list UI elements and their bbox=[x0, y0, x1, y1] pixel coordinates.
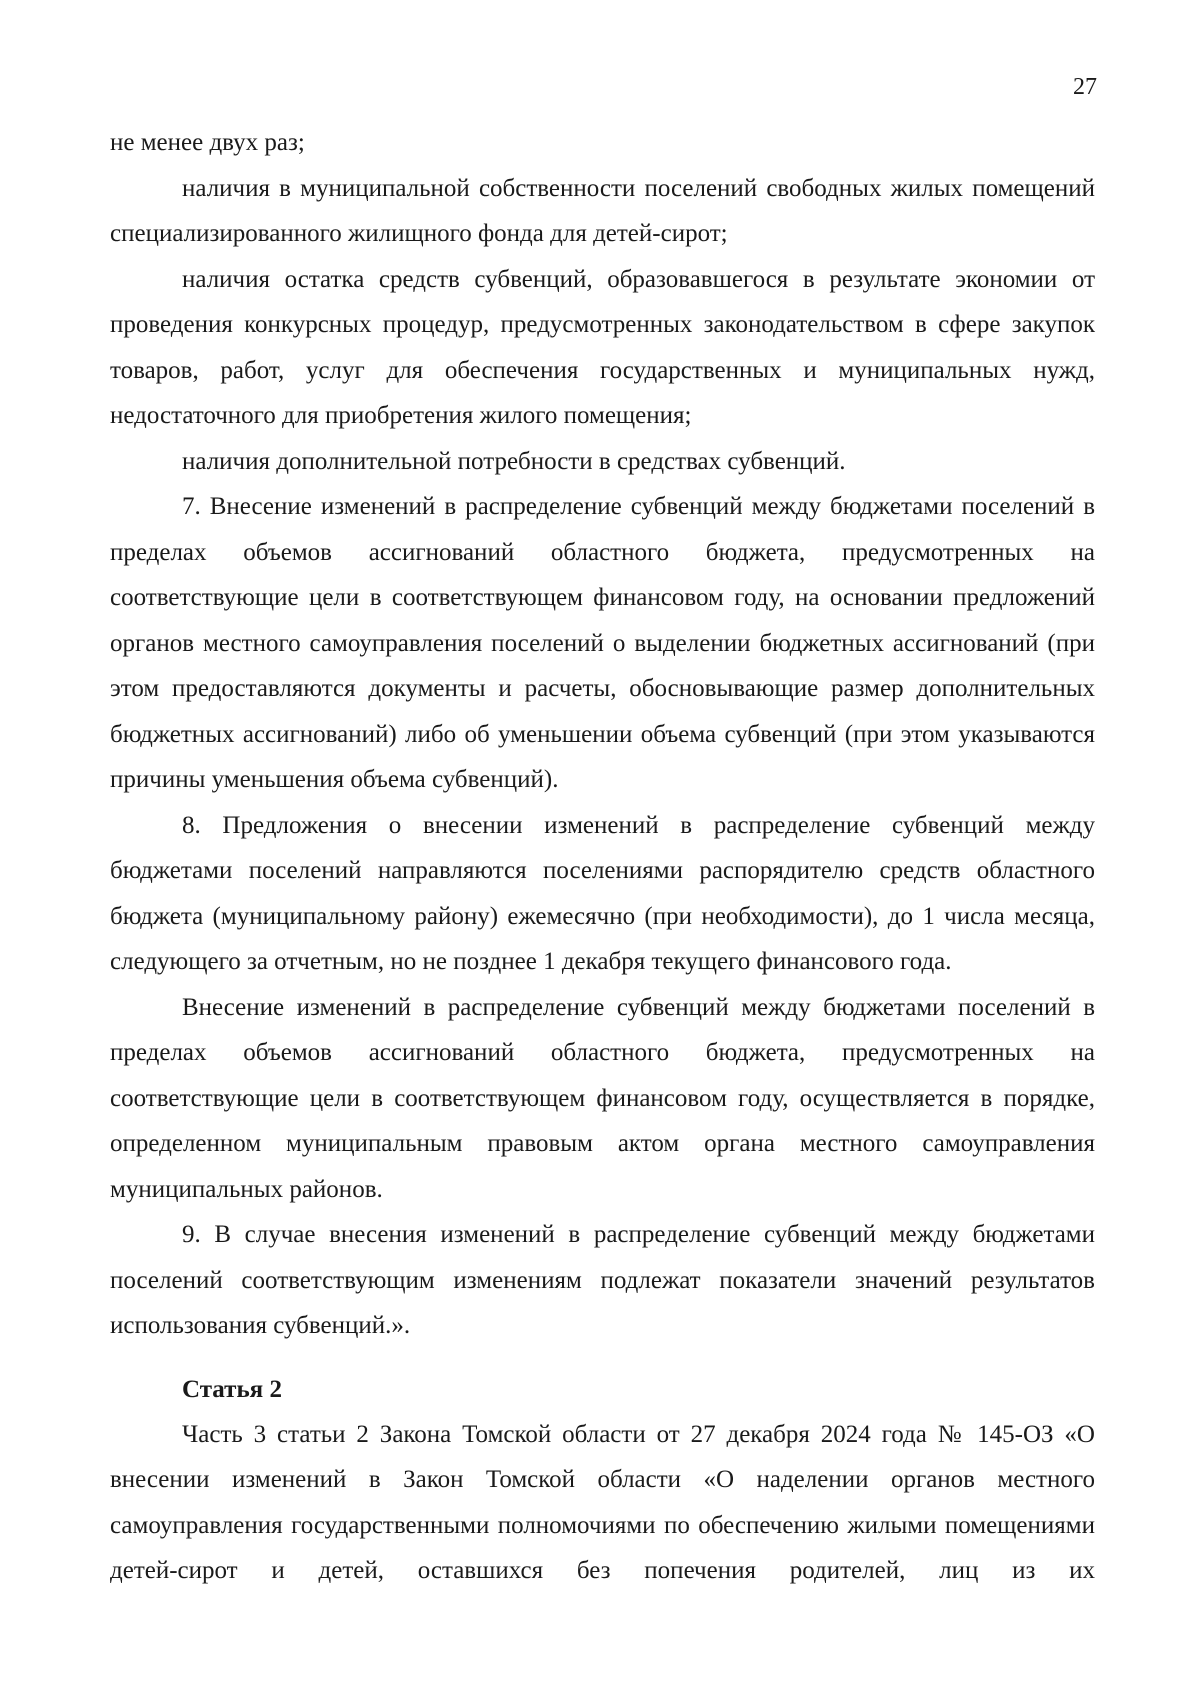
article-heading: Статья 2 bbox=[182, 1375, 282, 1403]
paragraph-article-2: Часть 3 статьи 2 Закона Томской области от 27 декабря 2024 года № 145-ОЗ «О внесении изменений в Закон Томской области «О наделении органов местного самоуправления государственными полномочиями по обеспечению жилыми помещениями детей-сирот и детей, оставшихся без попечения родителей, лиц из их bbox=[110, 1420, 1095, 1584]
document-body bbox=[110, 120, 1095, 1594]
paragraph-housing-availability: наличия в муниципальной собственности поселений свободных жилых помещений специализированного жилищного фонда для детей-сирот; bbox=[110, 174, 1095, 247]
paragraph-additional-need: наличия дополнительной потребности в средствах субвенций. bbox=[182, 447, 846, 475]
page-number: 27 bbox=[1073, 74, 1097, 100]
paragraph-item-8: 8. Предложения о внесении изменений в распределение субвенций между бюджетами поселений направляются поселениями распорядителю средств областного бюджета (муниципальному району) ежемесячно (при необходимости), до 1 числа месяца, следующего за отчетным, но не позднее 1 декабря текущего финансового года. bbox=[110, 811, 1095, 975]
paragraph-item-8-continued: Внесение изменений в распределение субвенций между бюджетами поселений в пределах объемов ассигнований областного бюджета, предусмотренных на соответствующие цели в соответствующем финансовом году, осуществляется в порядке, определенном муниципальным правовым актом органа местного самоуправления муниципальных районов. bbox=[110, 993, 1095, 1203]
paragraph-item-9: 9. В случае внесения изменений в распределение субвенций между бюджетами поселений соответствующим изменениям подлежат показатели значений результатов использования субвенций.». bbox=[110, 1221, 1095, 1339]
paragraph-subsidy-remainder: наличия остатка средств субвенций, образовавшегося в результате экономии от проведения конкурсных процедур, предусмотренных законодательством в сфере закупок товаров, работ, услуг для обеспечения государственных и муниципальных нужд, недостаточного для приобретения жилого помещения; bbox=[110, 265, 1095, 429]
paragraph-continuation: не менее двух раз; bbox=[110, 129, 305, 156]
paragraph-item-7: 7. Внесение изменений в распределение субвенций между бюджетами поселений в пределах объемов ассигнований областного бюджета, предусмотренных на соответствующие цели в соответствующем финансовом году, на основании предложений органов местного самоуправления поселений о выделении бюджетных ассигнований (при этом предоставляются документы и расчеты, обосновывающие размер дополнительных бюджетных ассигнований) либо об уменьшении объема субвенций (при этом указываются причины уменьшения объема субвенций). bbox=[110, 493, 1095, 793]
